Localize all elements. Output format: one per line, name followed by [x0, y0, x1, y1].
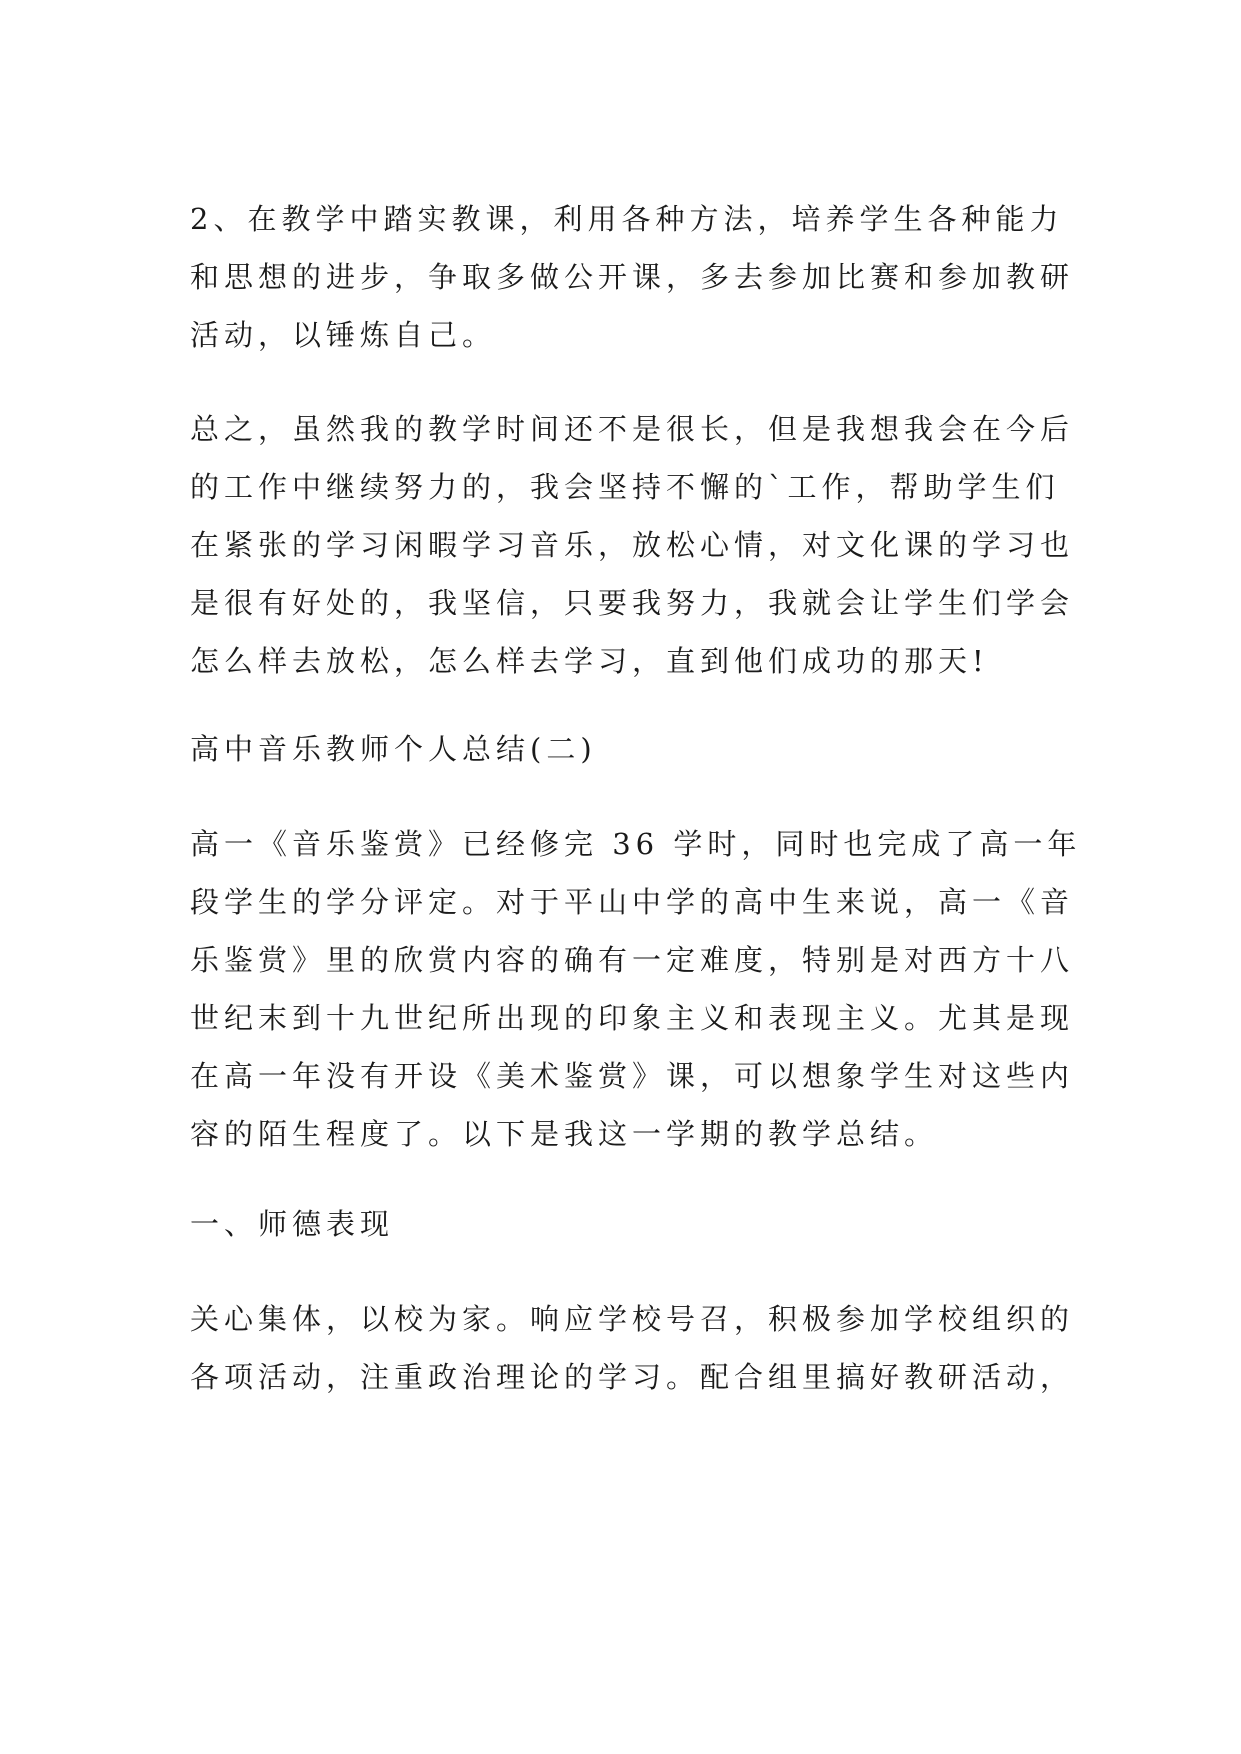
- paragraph-line: 怎么样去放松，怎么样去学习，直到他们成功的那天!: [190, 644, 989, 678]
- paragraph-line: 各项活动，注重政治理论的学习。配合组里搞好教研活动，: [190, 1360, 1075, 1394]
- paragraph-line: 在紧张的学习闲暇学习音乐，放松心情，对文化课的学习也: [190, 528, 1075, 562]
- section-heading-2: [190, 1195, 1070, 1253]
- heading-text: 高中音乐教师个人总结(二): [190, 732, 597, 766]
- paragraph-4: [190, 1290, 1075, 1406]
- heading-text: 一、师德表现: [190, 1207, 395, 1241]
- paragraph-3: [190, 815, 1082, 1163]
- paragraph-line: 高一《音乐鉴赏》已经修完 36 学时，同时也完成了高一年: [190, 827, 1082, 861]
- paragraph-line: 和思想的进步，争取多做公开课，多去参加比赛和参加教研: [190, 260, 1075, 294]
- paragraph-1: [190, 190, 1075, 364]
- paragraph-line: 关心集体，以校为家。响应学校号召，积极参加学校组织的: [190, 1302, 1075, 1336]
- paragraph-line: 在高一年没有开设《美术鉴赏》课，可以想象学生对这些内: [190, 1059, 1075, 1093]
- paragraph-line: 的工作中继续努力的，我会坚持不懈的`工作，帮助学生们: [190, 470, 1060, 504]
- paragraph-line: 容的陌生程度了。以下是我这一学期的教学总结。: [190, 1117, 939, 1151]
- section-heading-1: [190, 720, 1070, 778]
- paragraph-line: 乐鉴赏》里的欣赏内容的确有一定难度，特别是对西方十八: [190, 943, 1075, 977]
- paragraph-line: 段学生的学分评定。对于平山中学的高中生来说，高一《音: [190, 885, 1075, 919]
- paragraph-line: 世纪末到十九世纪所出现的印象主义和表现主义。尤其是现: [190, 1001, 1075, 1035]
- paragraph-line: 是很有好处的，我坚信，只要我努力，我就会让学生们学会: [190, 586, 1075, 620]
- paragraph-line: 活动，以锤炼自己。: [190, 318, 497, 352]
- paragraph-line: 总之，虽然我的教学时间还不是很长，但是我想我会在今后: [190, 412, 1075, 446]
- paragraph-2: [190, 400, 1075, 690]
- paragraph-line: 2、在教学中踏实教课，利用各种方法，培养学生各种能力: [190, 202, 1064, 236]
